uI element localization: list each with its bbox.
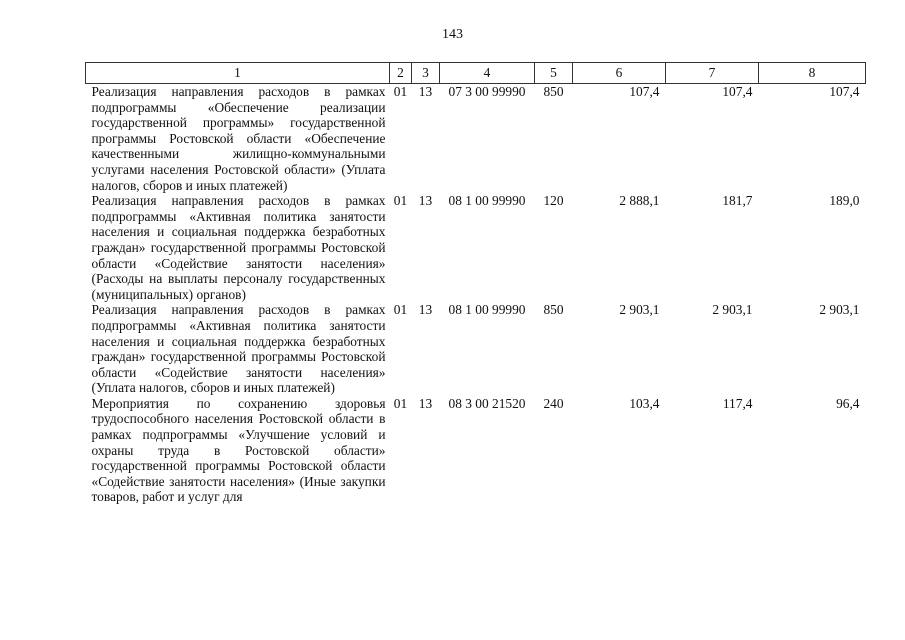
- header-col-4: 4: [440, 63, 535, 84]
- row-section: 01: [393, 302, 408, 318]
- header-col-1: 1: [86, 63, 390, 84]
- row-target-article: 08 1 00 99990: [448, 302, 526, 318]
- header-col-8: 8: [759, 63, 866, 84]
- row-value-6: 2 888,1: [619, 193, 660, 209]
- table-header-row: [86, 63, 866, 84]
- row-value-7: 107,4: [722, 84, 753, 99]
- page-number: 143: [442, 27, 463, 42]
- row-subsection: 13: [418, 395, 433, 411]
- row-section: 01: [393, 193, 408, 209]
- row-target-article: 08 1 00 99990: [448, 193, 526, 209]
- row-expense-type: 850: [543, 84, 564, 99]
- header-col-3: 3: [412, 63, 440, 84]
- row-value-7: 117,4: [722, 395, 753, 411]
- header-col-6: 6: [573, 63, 666, 84]
- table-row: [86, 302, 866, 396]
- row-value-7: 2 903,1: [712, 302, 753, 318]
- row-description: Реализация направления расходов в рамках подпрограммы «Активная политика занятости населения и социальная поддержка безработных граждан» государственной программы Ростовской области «Содействие занятости населения» (Расходы на выплаты персоналу государственных (муниципальных) органов): [91, 193, 386, 302]
- table-row: [86, 84, 866, 194]
- row-value-6: 107,4: [629, 84, 660, 99]
- row-value-8: 107,4: [829, 84, 860, 99]
- table-row: [86, 396, 866, 505]
- row-value-7: 181,7: [722, 193, 753, 209]
- row-section: 01: [393, 84, 408, 99]
- header-col-5: 5: [535, 63, 573, 84]
- row-description: Реализация направления расходов в рамках подпрограммы «Обеспечение реализации государственной программы» государственной программы Ростовской области «Обеспечение качественными жилищно-коммунальными услугами населения Ростовской области» (Уплата налогов, сборов и иных платежей): [91, 84, 386, 193]
- row-subsection: 13: [418, 193, 433, 209]
- budget-table: [85, 62, 866, 505]
- header-col-7: 7: [666, 63, 759, 84]
- table-row: [86, 193, 866, 302]
- row-subsection: 13: [418, 302, 433, 318]
- row-expense-type: 240: [543, 395, 564, 411]
- row-value-6: 103,4: [629, 395, 660, 411]
- row-value-8: 96,4: [836, 395, 860, 411]
- row-description: Мероприятия по сохранению здоровья трудоспособного населения Ростовской области в рамках подпрограммы «Улучшение условий и охраны труда в Ростовской области» государственной программы Ростовской области «Содействие занятости населения» (Иные закупки товаров, работ и услуг для: [91, 395, 386, 505]
- row-section: 01: [393, 395, 408, 411]
- row-expense-type: 120: [543, 193, 564, 209]
- row-description: Реализация направления расходов в рамках подпрограммы «Активная политика занятости населения и социальная поддержка безработных граждан» государственной программы Ростовской области «Содействие занятости населения» (Уплата налогов, сборов и иных платежей): [91, 302, 386, 396]
- row-target-article: 07 3 00 99990: [448, 84, 526, 99]
- row-value-8: 2 903,1: [819, 302, 860, 318]
- row-value-6: 2 903,1: [619, 302, 660, 318]
- row-target-article: 08 3 00 21520: [448, 395, 526, 411]
- row-subsection: 13: [418, 84, 433, 99]
- header-col-2: 2: [390, 63, 412, 84]
- row-expense-type: 850: [543, 302, 564, 318]
- row-value-8: 189,0: [829, 193, 860, 209]
